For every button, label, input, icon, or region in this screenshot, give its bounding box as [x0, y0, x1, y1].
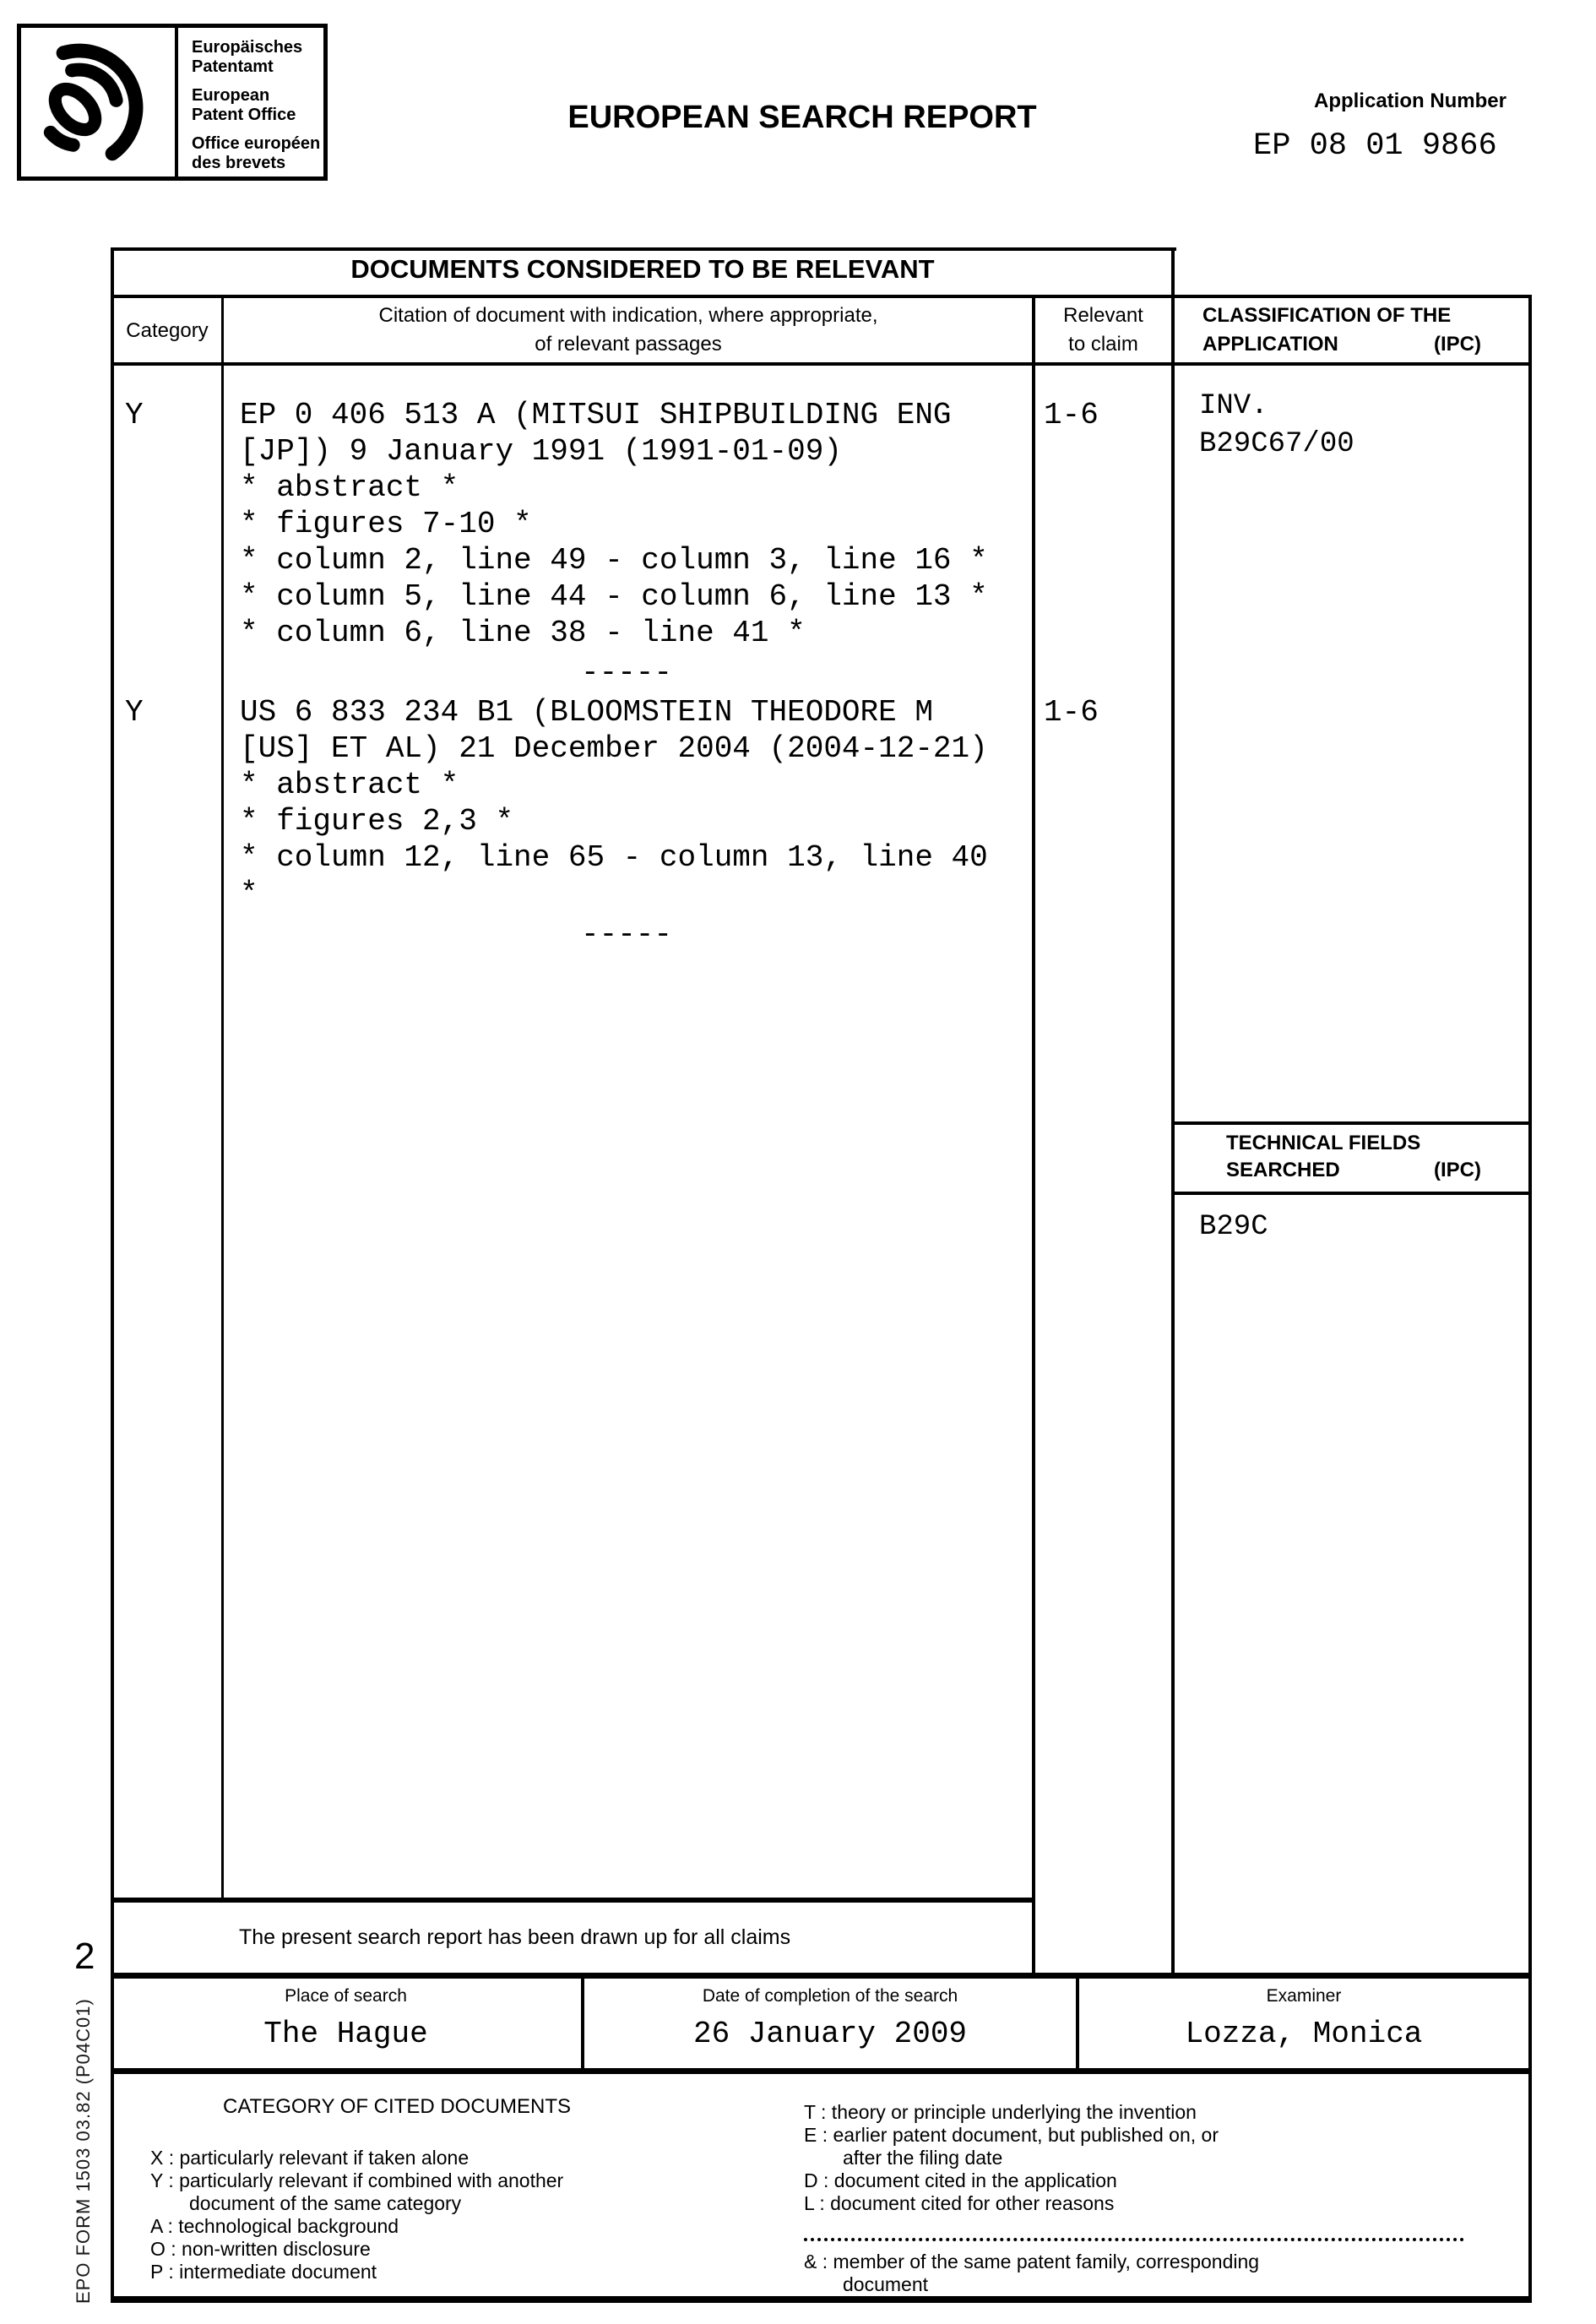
- place-of-search-value: The Hague: [263, 2017, 428, 2051]
- entry-2-citation-line: * column 12, line 65 - column 13, line 40: [240, 840, 988, 875]
- entry-2-relevant-claims: 1-6: [1044, 695, 1099, 730]
- epo-logo-text: [175, 28, 323, 176]
- header-row-bottom-border: [111, 362, 1532, 366]
- entry-1-citation-line: EP 0 406 513 A (MITSUI SHIPBUILDING ENG: [240, 398, 952, 432]
- legend-item-x: X : particularly relevant if taken alone: [150, 2147, 470, 2169]
- logo-label-en-2: Patent Office: [192, 106, 296, 124]
- logo-label-fr-2: des brevets: [192, 154, 286, 172]
- legend-top-border: [111, 2068, 1532, 2074]
- legend-item-t: T : theory or principle underlying the invention: [804, 2101, 1197, 2123]
- entry-1-citation-line: * column 6, line 38 - line 41 *: [240, 616, 806, 650]
- technical-fields-value: B29C: [1199, 1211, 1268, 1243]
- technical-fields-label-line2b: (IPC): [1434, 1159, 1481, 1181]
- classification-value-inv: INV.: [1199, 390, 1268, 422]
- entry-2-citation-line: * abstract *: [240, 768, 459, 802]
- tech-fields-top-border: [1171, 1121, 1532, 1125]
- dotted-separator: [804, 2238, 1464, 2241]
- legend-item-l: L : document cited for other reasons: [804, 2192, 1115, 2214]
- table-top-border: [111, 247, 1176, 251]
- technical-fields-label-line2a: SEARCHED: [1226, 1159, 1340, 1181]
- legend-item-y-continued: document of the same category: [189, 2192, 462, 2214]
- column-header-classification-line1: CLASSIFICATION OF THE: [1202, 304, 1452, 327]
- technical-fields-label-line1: TECHNICAL FIELDS: [1226, 1132, 1421, 1154]
- column-header-classification-line2a: APPLICATION: [1202, 333, 1338, 356]
- legend-item-o: O : non-written disclosure: [150, 2238, 371, 2260]
- drawn-up-statement: The present search report has been drawn up for all claims: [239, 1925, 791, 1949]
- entry-2-citation-line: US 6 833 234 B1 (BLOOMSTEIN THEODORE M: [240, 695, 933, 730]
- table-bottom-border: [111, 2296, 1532, 2303]
- application-number-value: EP 08 01 9866: [1253, 128, 1497, 164]
- table-title: DOCUMENTS CONSIDERED TO BE RELEVANT: [350, 254, 935, 284]
- epo-form-code: EPO FORM 1503 03.82 (P04C01): [73, 1998, 94, 2304]
- date-of-completion-label: Date of completion of the search: [702, 1986, 958, 2006]
- entry-1-citation-line: [JP]) 9 January 1991 (1991-01-09): [240, 434, 842, 469]
- column-header-relevant-line1: Relevant: [1063, 304, 1143, 327]
- logo-label-de-2: Patentamt: [192, 57, 274, 76]
- search-info-top-border: [111, 1973, 1532, 1979]
- legend-item-ampersand-continued: document: [843, 2273, 929, 2295]
- entry-1-citation-line: * column 2, line 49 - column 3, line 16 *: [240, 543, 988, 578]
- entry-1-citation-line: * abstract *: [240, 470, 459, 505]
- entry-2-citation-line: * figures 2,3 *: [240, 804, 514, 839]
- column-header-category: Category: [126, 319, 209, 342]
- classification-value-ipc: B29C67/00: [1199, 428, 1354, 460]
- application-number-label: Application Number: [1313, 90, 1506, 112]
- drawn-up-top-border: [111, 1898, 1035, 1903]
- legend-item-e-continued: after the filing date: [843, 2147, 1003, 2169]
- logo-label-fr-1: Office européen: [192, 134, 321, 153]
- epo-logo-box: [17, 24, 328, 181]
- category-column-divider: [221, 295, 224, 1898]
- relevant-column-divider: [1032, 295, 1035, 1973]
- entry-separator: -----: [580, 655, 673, 690]
- logo-label-de-1: Europäisches: [192, 38, 303, 57]
- legend-item-a: A : technological background: [150, 2215, 399, 2237]
- legend-left-title: CATEGORY OF CITED DOCUMENTS: [222, 2095, 572, 2118]
- examiner-label: Examiner: [1266, 1986, 1342, 2006]
- legend-item-y: Y : particularly relevant if combined with another: [150, 2169, 564, 2191]
- entry-separator: -----: [580, 917, 673, 952]
- entry-1-relevant-claims: 1-6: [1044, 398, 1099, 432]
- entry-1-citation-line: * figures 7-10 *: [240, 507, 532, 541]
- table-right-border: [1528, 295, 1532, 2303]
- place-of-search-label: Place of search: [285, 1986, 407, 2006]
- entry-1-citation-line: * column 5, line 44 - column 6, line 13 *: [240, 579, 988, 614]
- column-header-relevant-line2: to claim: [1068, 333, 1138, 356]
- tech-fields-bottom-border: [1171, 1192, 1532, 1195]
- legend-item-p: P : intermediate document: [150, 2261, 377, 2283]
- epo-logo-icon: [30, 35, 166, 170]
- report-title: EUROPEAN SEARCH REPORT: [567, 100, 1037, 135]
- logo-label-en-1: European: [192, 86, 270, 105]
- entry-2-category: Y: [125, 695, 144, 730]
- epo-logo: [21, 28, 175, 176]
- classification-column-divider: [1171, 247, 1175, 1973]
- entry-2-citation-line: [US] ET AL) 21 December 2004 (2004-12-21): [240, 731, 988, 766]
- column-header-classification-line2b: (IPC): [1434, 333, 1481, 356]
- column-header-citation-line1: Citation of document with indication, where appropriate,: [378, 304, 878, 327]
- legend-item-e: E : earlier patent document, but published on, or: [804, 2124, 1219, 2146]
- examiner-value: Lozza, Monica: [1185, 2017, 1423, 2051]
- legend-item-ampersand: & : member of the same patent family, corresponding: [804, 2251, 1260, 2272]
- column-header-citation-line2: of relevant passages: [535, 333, 722, 356]
- date-of-completion-value: 26 January 2009: [692, 2017, 968, 2051]
- legend-item-d: D : document cited in the application: [804, 2169, 1117, 2191]
- entry-1-category: Y: [125, 398, 144, 432]
- title-row-bottom-border: [111, 295, 1532, 298]
- page-number: 2: [74, 1936, 95, 1977]
- entry-2-citation-line: *: [240, 877, 258, 911]
